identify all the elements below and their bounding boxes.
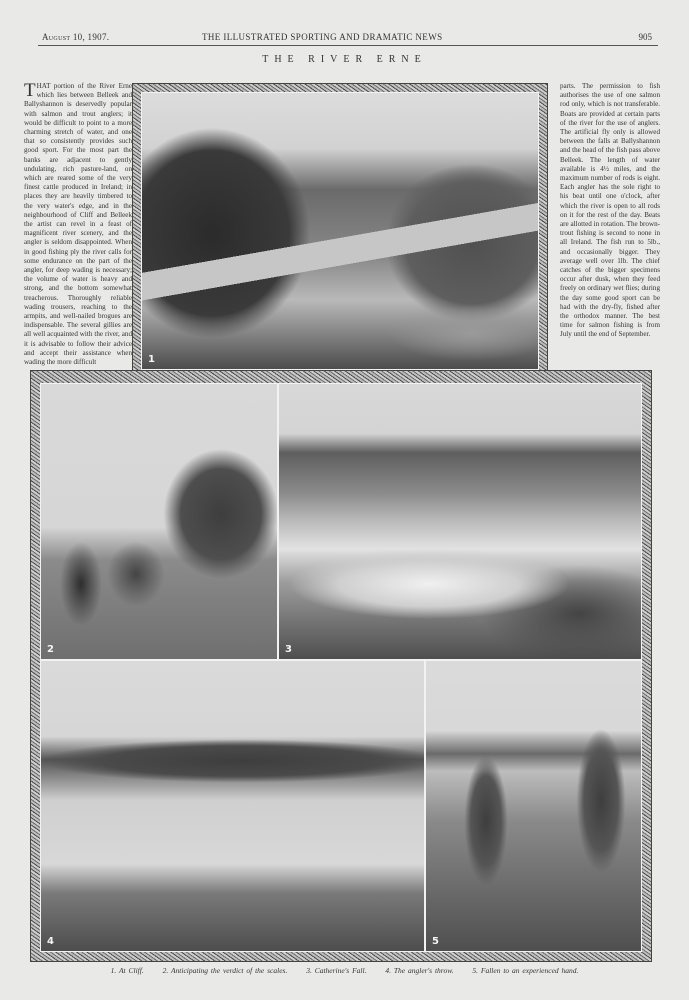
photo-scales (40, 383, 278, 660)
article-column-right: parts. The permission to fish authorises the use of one salmon rod only, which is not transferable. Boats are provided at certain parts of the river for the use of anglers. The artificial fly only is allowed between the falls at Ballyshannon and the head of the fish pass above Belleek. The length of water available is 4½ miles, and the maximum number of rods is eight. Each angler has the sole right to his beat until one o'clock, after which the river is open to all rods on it for the rest of the day. Beats are allotted in rotation. The brown-trout fishing is second to none in all Ireland. The fish run to 5lb., and occasionally bigger. They average well over 1lb. The chief catches of the bigger specimens occur after dusk, when they feed freely on ordinary wet flies; during the day some good sport can be had with the dry-fly, fished after the orthodox manner. The best time for salmon fishing is from July until the end of September. (560, 82, 660, 339)
article-title: THE RIVER ERNE (262, 54, 427, 65)
publication-name: THE ILLUSTRATED SPORTING AND DRAMATIC NEWS (202, 32, 443, 42)
caption-2: 2. Anticipating the verdict of the scales. (162, 966, 288, 975)
caption-3: 3. Catherine's Fall. (306, 966, 367, 975)
page-number: 905 (638, 32, 652, 42)
issue-date: August 10, 1907. (42, 32, 110, 42)
caption-5: 5. Fallen to an experienced hand. (472, 966, 579, 975)
photo-number-2: 2 (47, 644, 54, 655)
photo-captions (0, 966, 689, 975)
photo-number-1: 1 (148, 354, 155, 365)
photo-anglers-throw (40, 660, 425, 952)
photo-frame-1 (132, 83, 548, 379)
left-column-text: HAT portion of the River Erne which lies between Belleek and Ballyshannon is deservedly popular with salmon and trout anglers; it would be difficult to point to a more charming stretch of water, and one that so consistently provides such good sport. For the most part the banks are adjacent to gently undulating, rich pasture-land, on which are reared some of the very finest cattle produced in Ireland; in places they are heavily timbered to the very water's edge, and in the neighbourhood of Cliff and Belleek the artist can revel in a feast of magnificent river scenery, and the angler is seldom disappointed. When in good fishing ply the river calls for some endurance on the part of the angler, for deep wading is necessary; the volume of water is heavy and strong, and the bottom somewhat treacherous. Thoroughly reliable wading trousers, reaching to the armpits, and well-nailed brogues are indispensable. The several gillies are all well acquainted with the river, and it is advisable to follow their advice and accept their assistance when wading the more difficult (24, 82, 132, 367)
photo-at-cliff (141, 92, 539, 370)
page-header (38, 30, 658, 46)
photo-experienced-hand (425, 660, 642, 952)
photo-number-5: 5 (432, 936, 439, 947)
photo-catherines-fall (278, 383, 642, 660)
caption-1: 1. At Cliff. (110, 966, 144, 975)
photo-number-4: 4 (47, 936, 54, 947)
photo-number-3: 3 (285, 644, 292, 655)
caption-4: 4. The angler's throw. (385, 966, 454, 975)
drop-cap: T (24, 82, 36, 101)
photo-frame-2-5 (30, 370, 652, 962)
article-column-left (24, 82, 132, 367)
